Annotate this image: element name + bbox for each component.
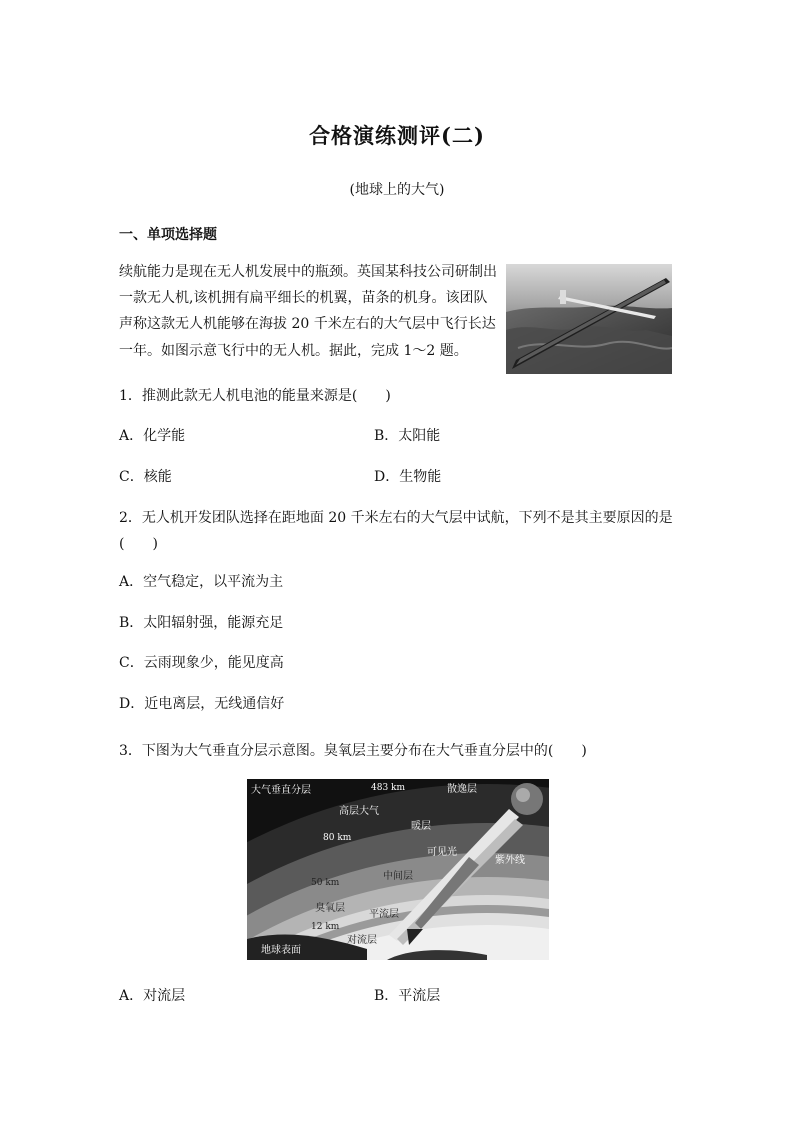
- label-earth-surface: 地球表面: [261, 945, 301, 956]
- question-1-option-d[interactable]: D．生物能: [374, 469, 442, 485]
- label-ozone-layer: 臭氧层: [315, 903, 345, 914]
- label-50km: 50 km: [311, 878, 340, 888]
- question-3-stem: 3．下图为大气垂直分层示意图。臭氧层主要分布在大气垂直分层中的( ): [119, 743, 587, 759]
- label-80km: 80 km: [323, 833, 352, 843]
- label-ultraviolet: 紫外线: [495, 855, 525, 866]
- question-2-option-d[interactable]: D．近电离层，无线通信好: [119, 696, 285, 712]
- section-heading: 一、单项选择题: [119, 227, 217, 243]
- label-stratosphere: 平流层: [369, 909, 399, 920]
- drone-photo: [506, 264, 672, 374]
- label-mesosphere: 中间层: [383, 871, 413, 882]
- diagram-title: 大气垂直分层: [251, 785, 311, 796]
- question-2-option-b[interactable]: B．太阳辐射强，能源充足: [119, 615, 284, 631]
- intro-line-1: 续航能力是现在无人机发展中的瓶颈。英国某科技公司研制出: [119, 264, 497, 280]
- question-1-option-b[interactable]: B．太阳能: [374, 428, 441, 444]
- label-upper-atmosphere: 高层大气: [339, 806, 379, 817]
- question-1-option-a[interactable]: A．化学能: [119, 428, 186, 444]
- question-2-stem: 2．无人机开发团队选择在距地面 20 千米左右的大气层中试航，下列不是其主要原因的是: [119, 510, 673, 526]
- page-title: 合格演练测评(二): [309, 123, 485, 148]
- question-2-stem-cont: ( ): [119, 536, 158, 552]
- page-subtitle: (地球上的大气): [349, 182, 445, 198]
- question-1-option-c[interactable]: C．核能: [119, 469, 172, 485]
- intro-line-2: 一款无人机,该机拥有扁平细长的机翼，苗条的机身。该团队: [119, 290, 488, 306]
- intro-line-3: 声称这款无人机能够在海拔 20 千米左右的大气层中飞行长达: [119, 316, 496, 332]
- label-exosphere: 散逸层: [447, 784, 477, 795]
- intro-line-4: 一年。如图示意飞行中的无人机。据此，完成 1～2 题。: [119, 343, 468, 359]
- label-thermosphere: 暖层: [411, 821, 431, 832]
- question-1-stem: 1．推测此款无人机电池的能量来源是( ): [119, 388, 391, 404]
- question-3-option-a[interactable]: A．对流层: [119, 988, 186, 1004]
- label-483km: 483 km: [371, 783, 406, 793]
- question-2-option-a[interactable]: A．空气稳定，以平流为主: [119, 574, 284, 590]
- atmosphere-layers-diagram: [247, 779, 549, 960]
- question-2-option-c[interactable]: C．云雨现象少，能见度高: [119, 655, 284, 671]
- question-3-option-b[interactable]: B．平流层: [374, 988, 441, 1004]
- label-12km: 12 km: [311, 922, 340, 932]
- label-troposphere: 对流层: [347, 935, 377, 946]
- label-visible-light: 可见光: [427, 847, 457, 858]
